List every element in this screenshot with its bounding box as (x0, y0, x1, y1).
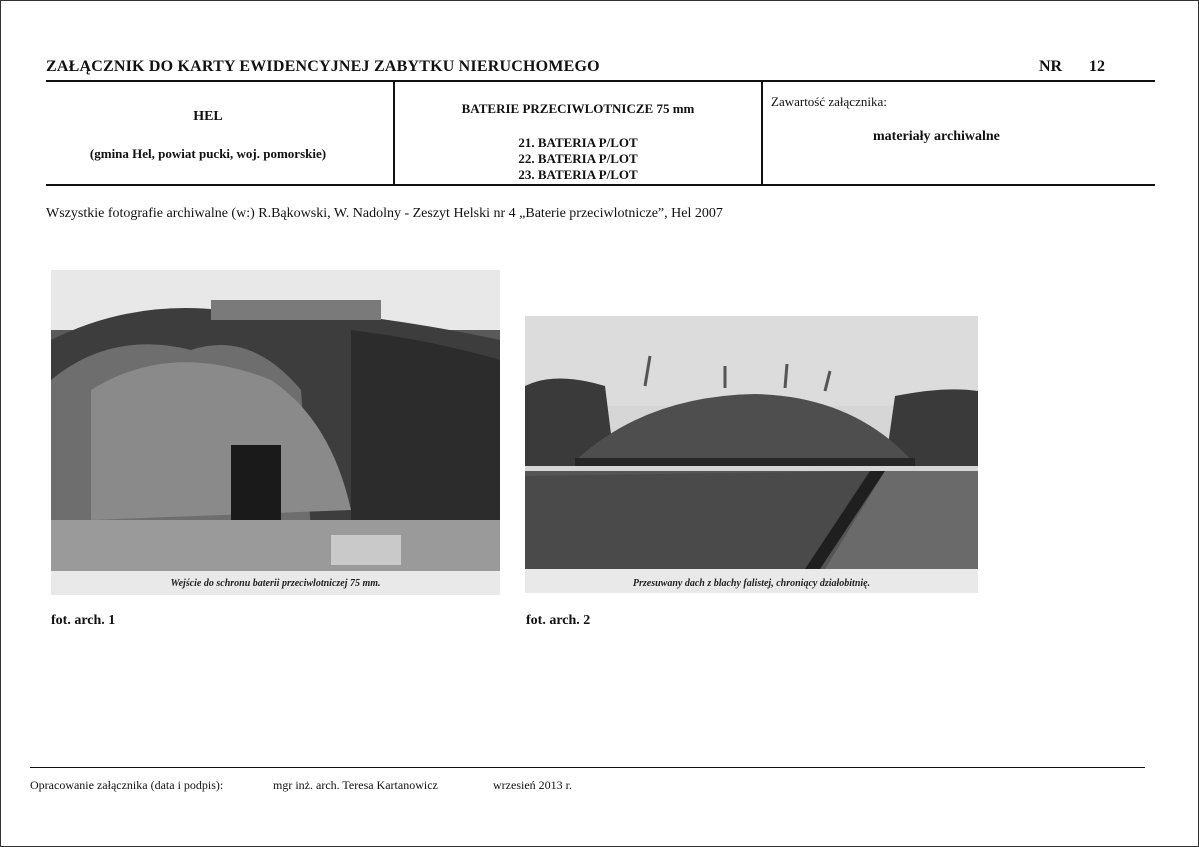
footer-date: wrzesień 2013 r. (493, 778, 572, 792)
table-divider-2 (761, 81, 763, 185)
footer-author: mgr inż. arch. Teresa Kartanowicz (273, 778, 438, 792)
footer-line (30, 767, 1145, 768)
photo-caption-1: Wejście do schronu baterii przeciwlotniczej 75 mm. (170, 578, 381, 589)
number-label: NR (1039, 58, 1063, 75)
photo-label-2: fot. arch. 2 (526, 613, 591, 628)
table-bottom-line (46, 184, 1155, 186)
contents-label: Zawartość załącznika: (771, 94, 887, 109)
sources-note: Wszystkie fotografie archiwalne (w:) R.Bąkowski, W. Nadolny - Zeszyt Helski nr 4 „Baterie przeciwlotnicze”, Hel 2007 (46, 206, 723, 221)
place-name: HEL (193, 109, 223, 124)
archival-photo-1 (51, 270, 500, 571)
contents-value: materiały archiwalne (873, 129, 1000, 144)
number-value: 12 (1089, 58, 1105, 75)
photo-caption-2: Przesuwany dach z blachy falistej, chroniący działobitnię. (632, 578, 871, 589)
footer-prepared-label: Opracowanie załącznika (data i podpis): (30, 778, 224, 792)
object-title: BATERIE PRZECIWLOTNICZE 75 mm (461, 101, 695, 116)
document-title: ZAŁĄCZNIK DO KARTY EWIDENCYJNEJ ZABYTKU NIERUCHOMEGO (46, 58, 600, 75)
table-top-line (46, 80, 1155, 82)
place-location: (gmina Hel, powiat pucki, woj. pomorskie) (89, 146, 327, 161)
object-item-3: 23. BATERIA P/LOT (518, 167, 638, 182)
object-item-2: 22. BATERIA P/LOT (518, 151, 638, 166)
object-item-1: 21. BATERIA P/LOT (518, 135, 638, 150)
archival-photo-2 (525, 316, 978, 569)
photo-label-1: fot. arch. 1 (51, 613, 116, 628)
